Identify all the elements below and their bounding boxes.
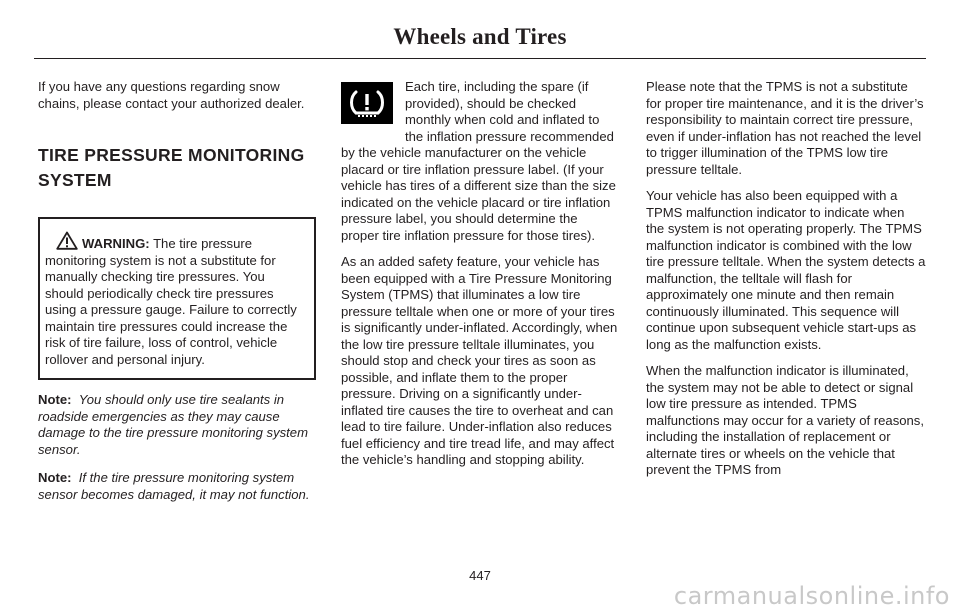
malfunction-illuminated-paragraph: When the malfunction indicator is illuminated, the system may not be able to detect or signal low tire pressure as intended. TPMS malfunctions may occur for a variety of reasons, including the installation of replacement or alternate tires or wheels on the vehicle that prevent the TPMS from xyxy=(646,363,924,477)
page-number: 447 xyxy=(469,568,491,583)
note-sensor-damage xyxy=(38,470,316,503)
header-divider xyxy=(34,58,926,59)
watermark: carmanualsonline.info xyxy=(673,582,950,610)
warning-box xyxy=(38,217,316,380)
column-left xyxy=(38,79,316,503)
note-label: Note: xyxy=(38,392,72,407)
warning-label: WARNING: xyxy=(82,236,150,251)
monthly-check-paragraph: Each tire, including the spare (if provided), should be checked monthly when cold and inflated to the inflation pressure recommended by the vehicle manufacturer on the vehicle placard or tire inflation pressure label. (If your vehicle has tires of a different size than the size indicated on the vehicle placard or tire inflation pressure label, you should determine the proper tire inflation pressure for those tires). xyxy=(341,79,616,243)
note-text: If the tire pressure monitoring system sensor becomes damaged, it may not function. xyxy=(38,470,310,502)
column-middle xyxy=(341,79,619,469)
page-header-title: Wheels and Tires xyxy=(393,24,567,49)
section-heading-line1: TIRE PRESSURE MONITORING xyxy=(38,145,305,165)
note-label: Note: xyxy=(38,470,72,485)
warning-paragraph xyxy=(45,231,306,368)
tpms-feature-paragraph: As an added safety feature, your vehicle has been equipped with a Tire Pressure Monitoring System (TPMS) that illuminates a low tire pressure telltale when one or more of your tires is significantly under-inflated. Accordingly, when the low tire pressure telltale illuminates, you should stop and check your tires as soon as possible, and inflate them to the proper pressure. Driving on a significantly under-inflated tire causes the tire to overheat and can lead to tire failure. Under-inflation also reduces fuel efficiency and tire tread life, and may affect the vehicle’s handling and stopping ability. xyxy=(341,254,618,467)
warning-triangle-icon xyxy=(56,231,78,250)
tpms-telltale-icon xyxy=(341,82,393,124)
column-right xyxy=(646,79,926,479)
note-text: You should only use tire sealants in roadside emergencies as they may cause damage to the tire pressure monitoring system sensor. xyxy=(38,392,309,457)
section-heading-line2: SYSTEM xyxy=(38,170,112,190)
warning-text: The tire pressure monitoring system is not a substitute for manually checking tire pressures. You should periodically check tire pressures using a pressure gauge. Failure to correctly maintain tire pressures could increase the risk of tire failure, loss of control, vehicle rollover and personal injury. xyxy=(45,236,297,367)
section-heading xyxy=(38,143,316,193)
note-sealants xyxy=(38,392,316,458)
malfunction-indicator-paragraph: Your vehicle has also been equipped with a TPMS malfunction indicator to indicate when the system is not operating properly. The TPMS malfunction indicator is combined with the low tire pressure telltale. When the system detects a malfunction, the telltale will flash for approximately one minute and then remain continuously illuminated. This sequence will continue upon subsequent vehicle start-ups as long as the malfunction exists. xyxy=(646,188,926,352)
tpms-not-substitute-paragraph: Please note that the TPMS is not a substitute for proper tire maintenance, and it is the driver’s responsibility to maintain correct tire pressure, even if under-inflation has not reached the level to trigger illumination of the TPMS low tire pressure telltale. xyxy=(646,79,924,177)
intro-paragraph: If you have any questions regarding snow chains, please contact your authorized dealer. xyxy=(38,79,305,111)
